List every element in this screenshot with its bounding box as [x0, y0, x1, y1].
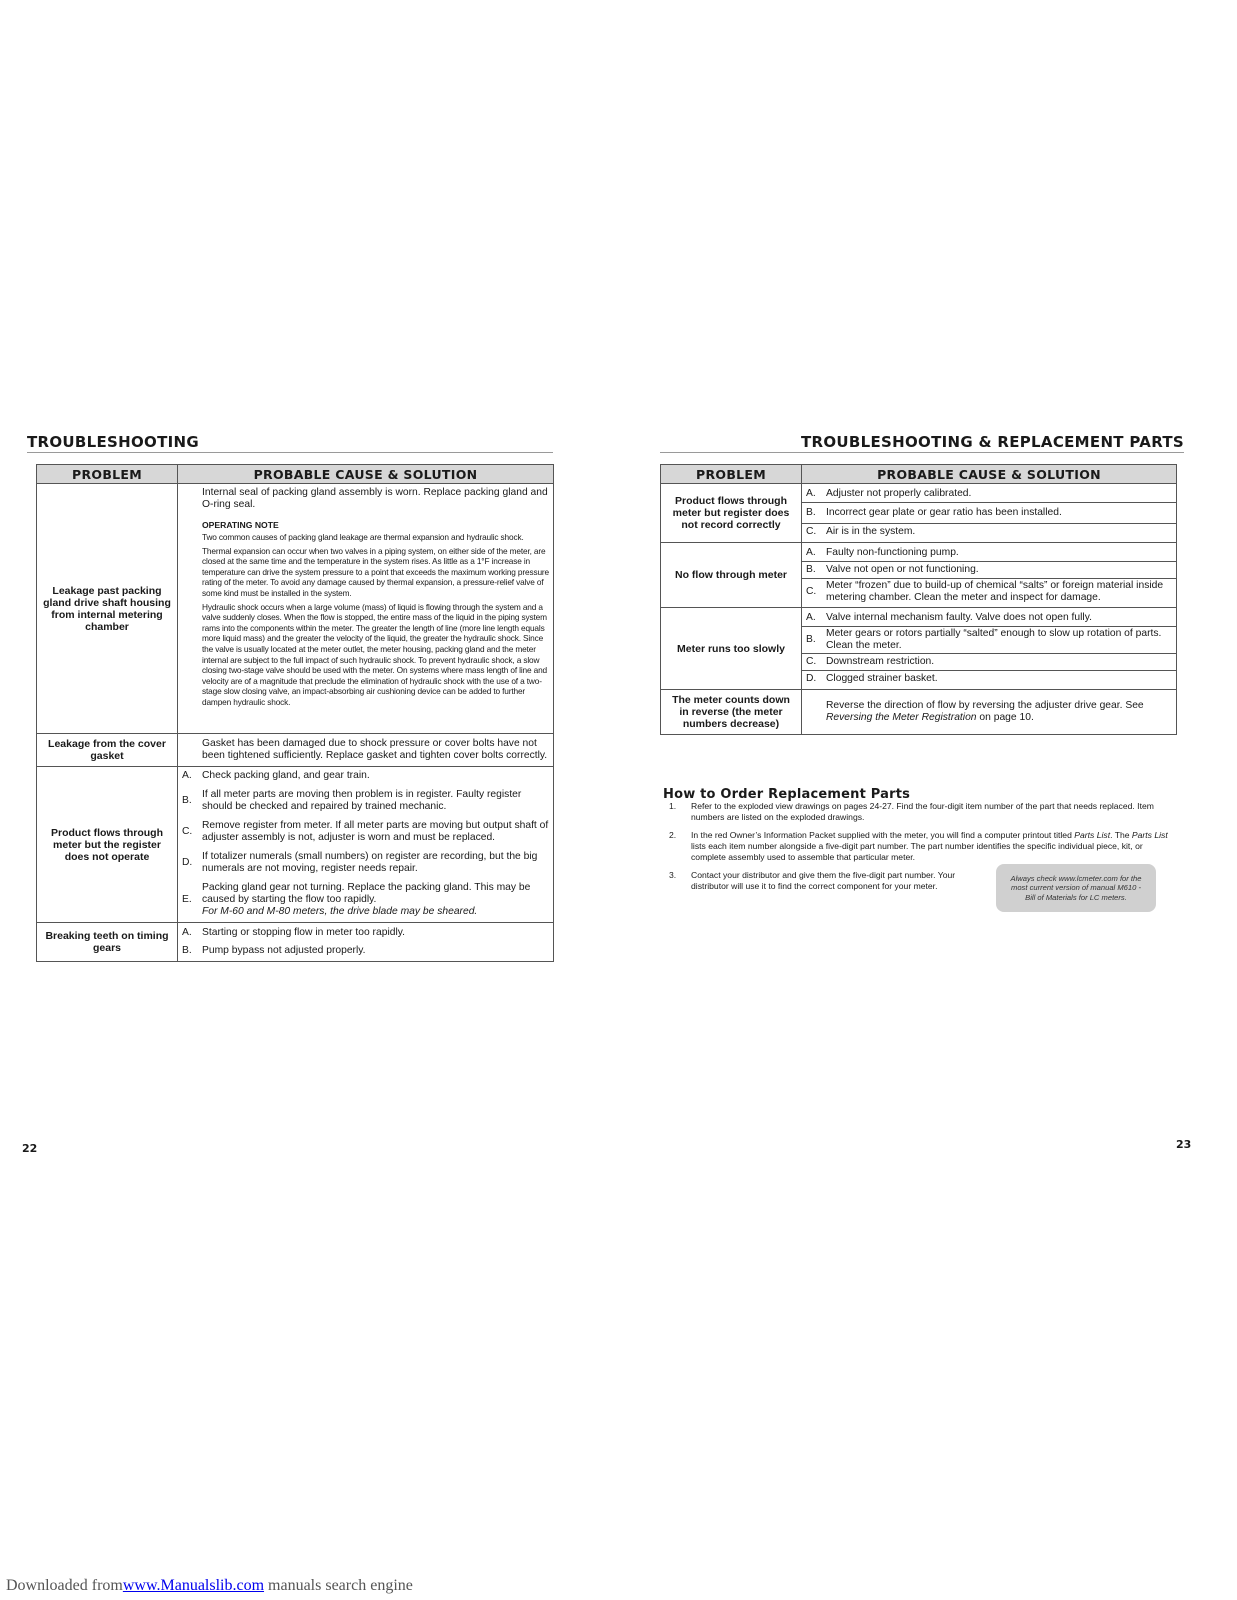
solution-cell	[178, 734, 554, 767]
problem-cell: No flow through meter	[661, 543, 802, 608]
left-header-rule	[27, 452, 553, 453]
list-item: 3. Contact your distributor and give them the five-digit part number. Your distributor will use it to find the correct component for your meter.	[669, 870, 956, 891]
list-item: E. Packing gland gear not turning. Replace the packing gland. This may be caused by starting the flow too rapidly. For M-60 and M-80 meters, the drive blade may be sheared.	[182, 882, 531, 917]
list-item: C. Remove register from meter. If all meter parts are moving but output shaft of adjuster assembly is not, adjuster is worn and must be replaced.	[182, 820, 549, 843]
table-row	[661, 690, 1177, 735]
right-troubleshooting-table	[660, 464, 1177, 735]
column-header-solution: PROBABLE CAUSE & SOLUTION	[178, 465, 554, 484]
italic-note: For M-60 and M-80 meters, the drive blade may be sheared.	[202, 906, 478, 917]
solution-cell	[178, 923, 554, 962]
table-row	[661, 484, 1177, 543]
column-header-solution: PROBABLE CAUSE & SOLUTION	[802, 465, 1177, 484]
left-troubleshooting-table	[36, 464, 554, 962]
problem-cell: Breaking teeth on timing gears	[37, 923, 178, 962]
operating-note-title: OPERATING NOTE	[202, 520, 279, 530]
right-page-header: TROUBLESHOOTING & REPLACEMENT PARTS	[800, 433, 1184, 451]
order-parts-title: How to Order Replacement Parts	[663, 787, 911, 802]
list-item: C. Meter “frozen” due to build-up of chemical “salts” or foreign material inside metering chamber. Clean the meter and inspect for damage.	[802, 578, 1176, 605]
table-row	[37, 767, 554, 923]
list-item: B. Incorrect gear plate or gear ratio has been installed.	[802, 502, 1176, 523]
download-footer: Downloaded fromwww.Manualslib.com manuals search engine	[6, 1577, 413, 1594]
column-header-problem: PROBLEM	[37, 465, 178, 484]
operating-note-paragraph: Thermal expansion can occur when two valves in a piping system, on either side of the meter, are closed at the same time and the temperature in the system rises. As little as a 1°F increase in temperature can drive the system pressure to a point that exceeds the maximum working pressure rating of the meter. To avoid any damage caused by thermal expansion, a pressure-relief valve of some kind must be installed in the system.	[202, 545, 549, 598]
list-item: B. Pump bypass not adjusted properly.	[182, 945, 366, 956]
solution-cell	[802, 608, 1177, 690]
problem-cell: Leakage from the cover gasket	[37, 734, 178, 767]
left-page-number: 22	[22, 1142, 38, 1155]
solution-text: Internal seal of packing gland assembly is worn. Replace packing gland and O-ring seal.	[202, 487, 548, 510]
list-item: A. Check packing gland, and gear train.	[182, 770, 370, 781]
solution-text: Gasket has been damaged due to shock pressure or cover bolts have not been tightened sufficiently. Replace gasket and tighten cover bolts correctly.	[202, 738, 548, 761]
operating-note-paragraph: Hydraulic shock occurs when a large volume (mass) of liquid is flowing through the system and a valve suddenly closes. When the flow is stopped, the entire mass of the liquid in the piping system rams into the components within the meter. The greater the length of line (more line length equals more liquid mass) and the greater the velocity of the liquid, the greater the hydraulic shock. Since the valve is usually located at the meter outlet, the meter housing, packing gland and the meter internal are subject to the full impact of such hydraulic shock. To prevent hydraulic shock, a slow closing two-stage valve should be used with the meter. On systems where mass length of line and velocity are of a magnitude that preclude the elimination of hydraulic shock with the use of a two-stage slow closing valve, an impact-absorbing air cushioning device can be added to further dampen hydraulic shock.	[202, 601, 548, 707]
list-item: 1. Refer to the exploded view drawings on pages 24-27. Find the four-digit item number of the part that needs replaced. Item numbers are listed on the exploded drawings.	[669, 801, 1154, 822]
list-item: A. Valve internal mechanism faulty. Valve does not open fully.	[806, 612, 1092, 623]
solution-cell	[178, 484, 554, 734]
solution-cell	[178, 767, 554, 923]
list-item: D. Clogged strainer basket.	[802, 670, 1176, 687]
right-page-number: 23	[1176, 1138, 1192, 1151]
column-header-problem: PROBLEM	[661, 465, 802, 484]
problem-cell: Meter runs too slowly	[661, 608, 802, 690]
left-page-header: TROUBLESHOOTING	[27, 433, 199, 451]
solution-cell	[802, 690, 1177, 735]
list-item: A. Faulty non-functioning pump.	[806, 547, 959, 558]
operating-note-paragraph: Two common causes of packing gland leakage are thermal expansion and hydraulic shock.	[202, 532, 524, 542]
problem-cell: Leakage past packing gland drive shaft housing from internal metering chamber	[37, 484, 178, 734]
problem-cell: Product flows through meter but the register does not operate	[37, 767, 178, 923]
solution-cell	[802, 543, 1177, 608]
list-item: A. Adjuster not properly calibrated.	[806, 488, 972, 499]
list-item: B. If all meter parts are moving then problem is in register. Faulty register should be checked and repaired by trained mechanic.	[182, 789, 522, 812]
list-item: B. Valve not open or not functioning.	[802, 561, 1176, 578]
problem-cell: Product flows through meter but register does not record correctly	[661, 484, 802, 543]
manualslib-link[interactable]: www.Manualslib.com	[122, 1577, 265, 1594]
table-row	[37, 923, 554, 962]
solution-cell	[802, 484, 1177, 543]
solution-text: Reverse the direction of flow by reversing the adjuster drive gear. See Reversing the Meter Registration on page 10.	[826, 700, 1144, 723]
list-item: 2. In the red Owner’s Information Packet supplied with the meter, you will find a computer printout titled Parts List. The Parts List lists each item number alongside a five-digit part number. The part number identifies the specific individual piece, kit, or complete assembly used to assemble that particular meter.	[669, 830, 1168, 862]
list-item: B. Meter gears or rotors partially “salted” enough to slow up rotation of parts. Clean the meter.	[802, 626, 1176, 653]
table-row	[37, 734, 554, 767]
table-row	[661, 608, 1177, 690]
right-header-rule	[660, 452, 1184, 453]
problem-cell: The meter counts down in reverse (the meter numbers decrease)	[661, 690, 802, 735]
list-item: A. Starting or stopping flow in meter too rapidly.	[182, 927, 405, 938]
table-row	[661, 543, 1177, 608]
table-row	[37, 484, 554, 734]
list-item: C. Downstream restriction.	[802, 653, 1176, 670]
list-item: D. If totalizer numerals (small numbers) on register are recording, but the big numerals are not moving, register needs repair.	[182, 851, 538, 874]
website-callout: Always check www.lcmeter.com for the most current version of manual M610 - Bill of Materials for LC meters.	[996, 864, 1156, 912]
list-item: C. Air is in the system.	[802, 523, 1176, 540]
